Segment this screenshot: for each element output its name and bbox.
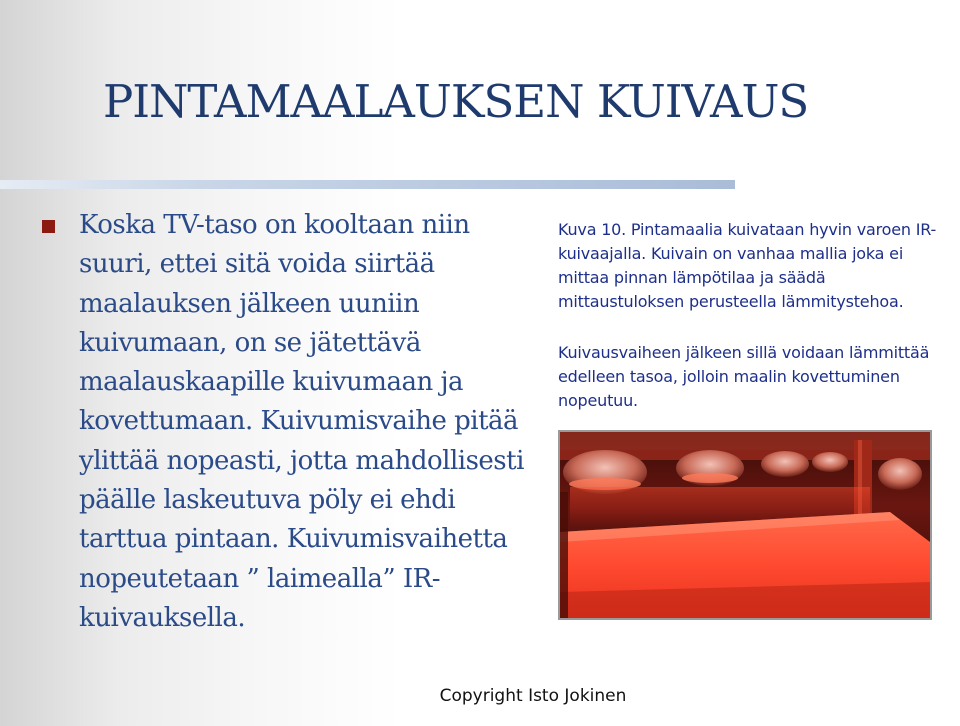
bullet-square-icon bbox=[42, 220, 55, 233]
bullet-text: Koska TV-taso on kooltaan niin suuri, ettei sitä voida siirtää maalauksen jälkeen uuniin kuivumaan, on se jätettävä maalauskaapille kuivumaan ja kovettumaan. Kuivumisvaihe pitää ylittää nopeasti, jotta mahdollisesti päälle laskeutuva pöly ei ehdi tarttua pintaan. Kuivumisvaihetta nopeutetaan ” laimealla” IR-kuivauksella. bbox=[79, 210, 524, 633]
copyright-footer: Copyright Isto Jokinen bbox=[439, 686, 627, 706]
slide-title: PINTAMAALAUKSEN KUIVAUS bbox=[103, 75, 809, 128]
title-divider bbox=[0, 180, 735, 189]
figure-description: Kuivausvaiheen jälkeen sillä voidaan lämmittää edelleen tasoa, jolloin maalin kovettuminen nopeutuu. bbox=[558, 343, 930, 410]
figure-caption: Kuva 10. Pintamaalia kuivataan hyvin varoen IR-kuivaajalla. Kuivain on vanhaa mallia joka ei mittaa pinnan lämpötilaa ja säädä mittaustuloksen perusteella lämmitystehoa. bbox=[558, 220, 937, 311]
ir-dryer-photo bbox=[558, 430, 932, 620]
